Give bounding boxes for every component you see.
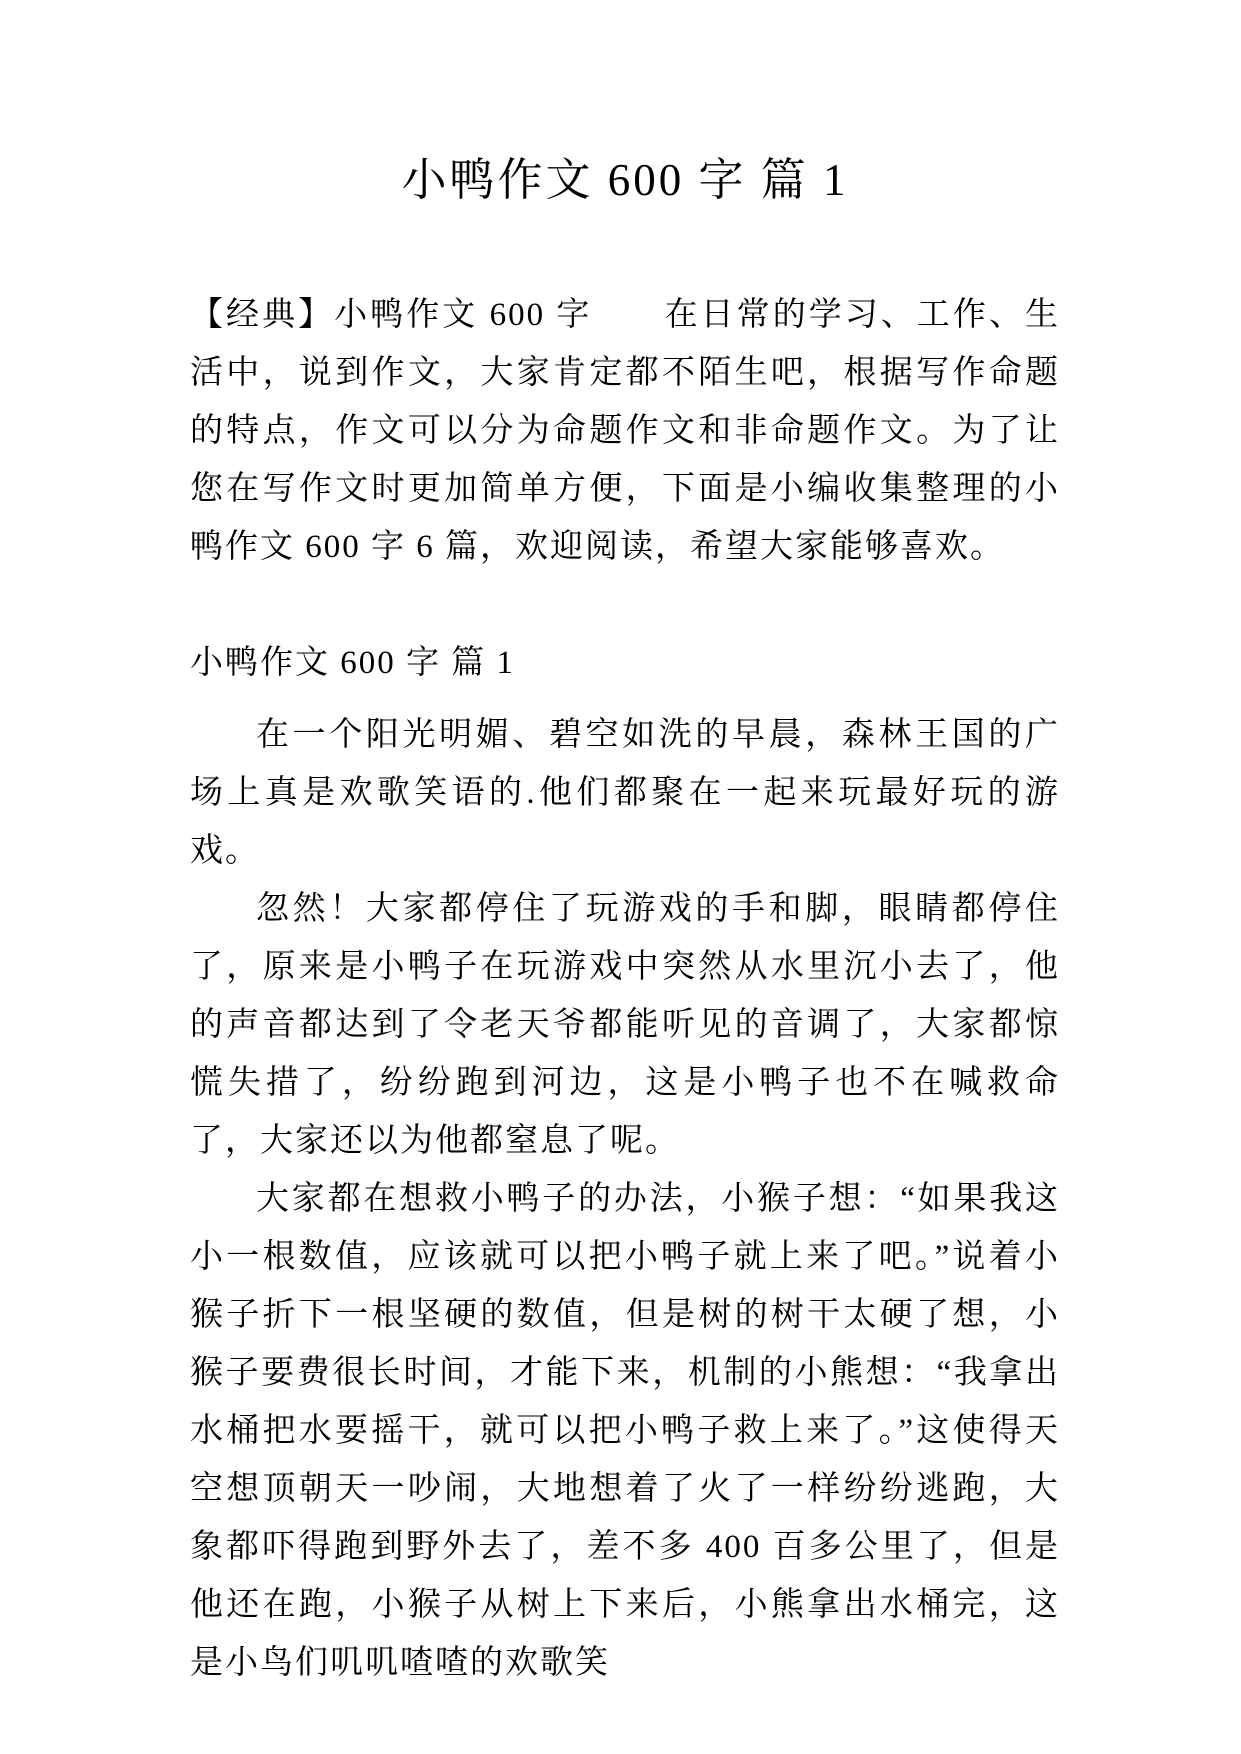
essay-paragraph: 在一个阳光明媚、碧空如洗的早晨，森林王国的广场上真是欢歌笑语的.他们都聚在一起来玩最好玩的游戏。 [190,717,1060,869]
essay-paragraph: 大家都在想救小鸭子的办法，小猴子想：“如果我这小一根数值，应该就可以把小鸭子就上来了吧。”说着小猴子折下一根坚硬的数值，但是树的树干太硬了想，小猴子要费很长时间，才能下来，机制的小熊想：“我拿出水桶把水要摇干，就可以把小鸭子救上来了。”这使得天空想顶朝天一吵闹，大地想着了火了一样纷纷逃跑，大象都吓得跑到野外去了，差不多 400 百多公里了，但是他还在跑，小猴子从树上下来后，小熊拿出水桶完，这是小鸟们叽叽喳喳的欢歌笑 [190,1181,1060,1681]
essay-paragraph: 忽然！大家都停住了玩游戏的手和脚，眼睛都停住了，原来是小鸭子在玩游戏中突然从水里沉小去了，他的声音都达到了令老天爷都能听见的音调了，大家都惊慌失措了，纷纷跑到河边，这是小鸭子也不在喊救命了，大家还以为他都窒息了呢。 [190,891,1060,1159]
document-title: 小鸭作文 600 字 篇 1 [401,155,849,205]
section-heading: 小鸭作文 600 字 篇 1 [190,645,515,681]
intro-paragraph: 【经典】小鸭作文 600 字 在日常的学习、工作、生活中，说到作文，大家肯定都不陌生吧，根据写作命题的特点，作文可以分为命题作文和非命题作文。为了让您在写作文时更加简单方便，下面是小编收集整理的小鸭作文 600 字 6 篇，欢迎阅读，希望大家能够喜欢。 [190,297,1060,565]
